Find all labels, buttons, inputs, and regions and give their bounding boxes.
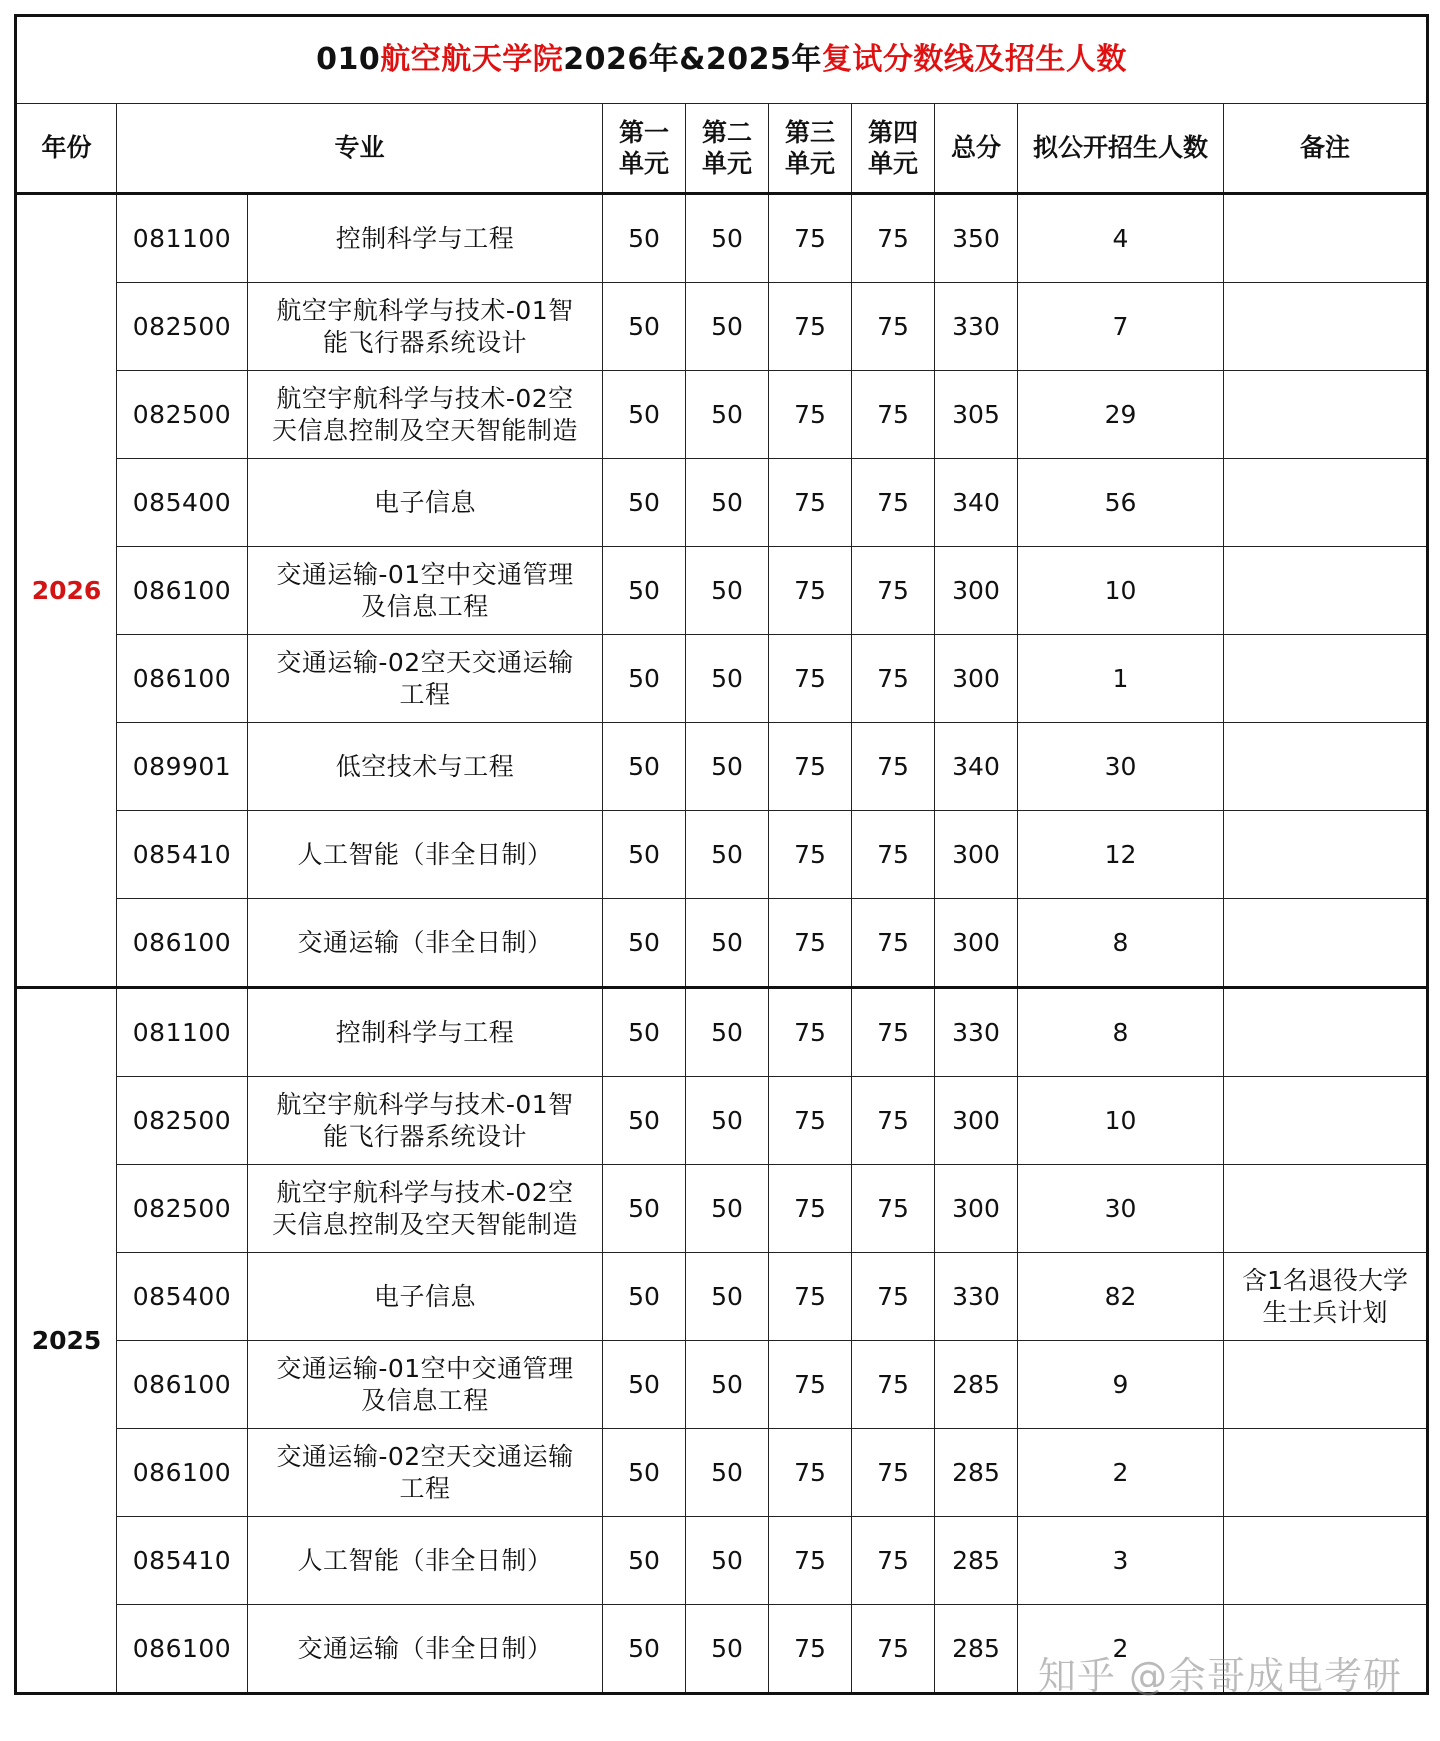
title-row [16, 16, 1428, 104]
remark-cell [1224, 1077, 1428, 1165]
cell-u1: 50 [603, 1429, 686, 1517]
cell-u4: 75 [852, 899, 935, 988]
cell-enroll: 56 [1018, 459, 1224, 547]
header-unit4: 第四 单元 [852, 104, 935, 194]
cell-total: 285 [935, 1429, 1018, 1517]
major-code: 082500 [117, 1077, 248, 1165]
cell-u1: 50 [603, 1165, 686, 1253]
cell-total: 300 [935, 1077, 1018, 1165]
cell-u1: 50 [603, 371, 686, 459]
major-code: 081100 [117, 194, 248, 283]
cell-u1: 50 [603, 635, 686, 723]
table-row [16, 635, 1428, 723]
score-table [14, 14, 1429, 1695]
major-code: 086100 [117, 635, 248, 723]
cell-enroll: 4 [1018, 194, 1224, 283]
major-code: 085410 [117, 1517, 248, 1605]
cell-u2: 50 [686, 899, 769, 988]
remark-cell [1224, 811, 1428, 899]
cell-u4: 75 [852, 459, 935, 547]
cell-u3: 75 [769, 1253, 852, 1341]
major-code: 086100 [117, 547, 248, 635]
cell-u2: 50 [686, 1429, 769, 1517]
cell-u2: 50 [686, 1253, 769, 1341]
cell-enroll: 82 [1018, 1253, 1224, 1341]
header-total: 总分 [935, 104, 1018, 194]
cell-u3: 75 [769, 1077, 852, 1165]
remark-cell [1224, 1517, 1428, 1605]
cell-enroll: 8 [1018, 988, 1224, 1077]
cell-total: 300 [935, 899, 1018, 988]
cell-enroll: 8 [1018, 899, 1224, 988]
cell-total: 305 [935, 371, 1018, 459]
cell-u3: 75 [769, 371, 852, 459]
cell-enroll: 9 [1018, 1341, 1224, 1429]
major-code: 086100 [117, 1341, 248, 1429]
header-unit1: 第一 单元 [603, 104, 686, 194]
cell-u2: 50 [686, 459, 769, 547]
cell-enroll: 3 [1018, 1517, 1224, 1605]
table-row [16, 1077, 1428, 1165]
remark-cell [1224, 371, 1428, 459]
remark-cell [1224, 899, 1428, 988]
major-name: 交通运输-02空天交通运输 工程 [248, 635, 603, 723]
major-name: 航空宇航科学与技术-01智 能飞行器系统设计 [248, 1077, 603, 1165]
cell-enroll: 2 [1018, 1605, 1224, 1694]
cell-u4: 75 [852, 811, 935, 899]
cell-u2: 50 [686, 1517, 769, 1605]
title-college-name: 航空航天学院 [380, 41, 564, 77]
cell-u3: 75 [769, 723, 852, 811]
header-year: 年份 [16, 104, 117, 194]
cell-u4: 75 [852, 371, 935, 459]
cell-u3: 75 [769, 1605, 852, 1694]
cell-u3: 75 [769, 1341, 852, 1429]
cell-u2: 50 [686, 283, 769, 371]
cell-enroll: 10 [1018, 1077, 1224, 1165]
table-row [16, 547, 1428, 635]
cell-u4: 75 [852, 635, 935, 723]
table-row [16, 459, 1428, 547]
major-name: 控制科学与工程 [248, 194, 603, 283]
table-row [16, 1165, 1428, 1253]
cell-u1: 50 [603, 1517, 686, 1605]
title-years: 2026年&2025年 [563, 41, 822, 77]
cell-u1: 50 [603, 1341, 686, 1429]
major-name: 交通运输（非全日制） [248, 1605, 603, 1694]
major-name: 交通运输-01空中交通管理 及信息工程 [248, 547, 603, 635]
cell-u3: 75 [769, 1165, 852, 1253]
cell-u1: 50 [603, 547, 686, 635]
cell-enroll: 29 [1018, 371, 1224, 459]
cell-u1: 50 [603, 459, 686, 547]
cell-u4: 75 [852, 1341, 935, 1429]
watermark: 知乎 @余哥成电考研 [1037, 1654, 1402, 1698]
major-name: 交通运输（非全日制） [248, 899, 603, 988]
remark-cell [1224, 283, 1428, 371]
cell-u4: 75 [852, 1253, 935, 1341]
major-name: 控制科学与工程 [248, 988, 603, 1077]
cell-u2: 50 [686, 635, 769, 723]
cell-u4: 75 [852, 988, 935, 1077]
year-cell: 2025 [16, 988, 117, 1694]
remark-cell [1224, 1165, 1428, 1253]
cell-u4: 75 [852, 1517, 935, 1605]
cell-u1: 50 [603, 1253, 686, 1341]
cell-u2: 50 [686, 1165, 769, 1253]
remark-cell [1224, 635, 1428, 723]
cell-total: 300 [935, 811, 1018, 899]
major-code: 081100 [117, 988, 248, 1077]
table-row [16, 988, 1428, 1077]
major-code: 082500 [117, 371, 248, 459]
cell-u1: 50 [603, 194, 686, 283]
header-enroll: 拟公开招生人数 [1018, 104, 1224, 194]
cell-u2: 50 [686, 1077, 769, 1165]
cell-total: 285 [935, 1605, 1018, 1694]
cell-u4: 75 [852, 194, 935, 283]
cell-u3: 75 [769, 283, 852, 371]
table-row [16, 1429, 1428, 1517]
major-name: 人工智能（非全日制） [248, 1517, 603, 1605]
remark-cell [1224, 194, 1428, 283]
title-college-code: 010 [316, 41, 381, 77]
major-code: 086100 [117, 1429, 248, 1517]
major-name: 航空宇航科学与技术-02空 天信息控制及空天智能制造 [248, 371, 603, 459]
cell-u3: 75 [769, 459, 852, 547]
cell-u4: 75 [852, 1429, 935, 1517]
table-row [16, 1253, 1428, 1341]
major-code: 086100 [117, 899, 248, 988]
table-row [16, 283, 1428, 371]
major-name: 交通运输-02空天交通运输 工程 [248, 1429, 603, 1517]
cell-u4: 75 [852, 1605, 935, 1694]
header-row [16, 104, 1428, 194]
table-row [16, 1605, 1428, 1694]
remark-cell [1224, 1341, 1428, 1429]
cell-u4: 75 [852, 547, 935, 635]
cell-u3: 75 [769, 194, 852, 283]
cell-u4: 75 [852, 1077, 935, 1165]
cell-total: 330 [935, 1253, 1018, 1341]
cell-u1: 50 [603, 899, 686, 988]
cell-total: 350 [935, 194, 1018, 283]
cell-u2: 50 [686, 723, 769, 811]
major-name: 电子信息 [248, 1253, 603, 1341]
major-code: 086100 [117, 1605, 248, 1694]
major-code: 085410 [117, 811, 248, 899]
cell-u2: 50 [686, 1341, 769, 1429]
major-name: 航空宇航科学与技术-02空 天信息控制及空天智能制造 [248, 1165, 603, 1253]
cell-u1: 50 [603, 811, 686, 899]
score-table-sheet [14, 14, 1426, 1726]
cell-u3: 75 [769, 899, 852, 988]
cell-u3: 75 [769, 811, 852, 899]
cell-total: 330 [935, 988, 1018, 1077]
table-row [16, 723, 1428, 811]
cell-enroll: 10 [1018, 547, 1224, 635]
remark-cell [1224, 459, 1428, 547]
major-name: 电子信息 [248, 459, 603, 547]
table-row [16, 1341, 1428, 1429]
cell-u2: 50 [686, 988, 769, 1077]
cell-u1: 50 [603, 1605, 686, 1694]
cell-total: 300 [935, 547, 1018, 635]
cell-total: 330 [935, 283, 1018, 371]
cell-enroll: 2 [1018, 1429, 1224, 1517]
cell-u3: 75 [769, 635, 852, 723]
major-code: 089901 [117, 723, 248, 811]
cell-u2: 50 [686, 811, 769, 899]
remark-cell [1224, 1429, 1428, 1517]
header-unit2: 第二 单元 [686, 104, 769, 194]
major-code: 082500 [117, 283, 248, 371]
cell-total: 300 [935, 635, 1018, 723]
remark-cell [1224, 723, 1428, 811]
cell-u4: 75 [852, 283, 935, 371]
cell-u1: 50 [603, 1077, 686, 1165]
remark-cell: 含1名退役大学 生士兵计划 [1224, 1253, 1428, 1341]
cell-u3: 75 [769, 988, 852, 1077]
major-name: 交通运输-01空中交通管理 及信息工程 [248, 1341, 603, 1429]
cell-u1: 50 [603, 283, 686, 371]
major-name: 人工智能（非全日制） [248, 811, 603, 899]
table-row [16, 1517, 1428, 1605]
table-row [16, 194, 1428, 283]
cell-u4: 75 [852, 723, 935, 811]
cell-u2: 50 [686, 371, 769, 459]
remark-cell [1224, 547, 1428, 635]
major-code: 085400 [117, 1253, 248, 1341]
cell-total: 285 [935, 1517, 1018, 1605]
cell-total: 340 [935, 723, 1018, 811]
cell-enroll: 1 [1018, 635, 1224, 723]
header-remark: 备注 [1224, 104, 1428, 194]
header-unit3: 第三 单元 [769, 104, 852, 194]
cell-total: 300 [935, 1165, 1018, 1253]
year-cell: 2026 [16, 194, 117, 988]
cell-enroll: 30 [1018, 723, 1224, 811]
cell-u1: 50 [603, 988, 686, 1077]
cell-u4: 75 [852, 1165, 935, 1253]
cell-enroll: 7 [1018, 283, 1224, 371]
cell-u2: 50 [686, 1605, 769, 1694]
cell-total: 285 [935, 1341, 1018, 1429]
table-row [16, 371, 1428, 459]
table-row [16, 899, 1428, 988]
major-code: 085400 [117, 459, 248, 547]
table-row [16, 811, 1428, 899]
cell-u3: 75 [769, 1517, 852, 1605]
table-title [16, 16, 1428, 104]
remark-cell [1224, 1605, 1428, 1694]
cell-u1: 50 [603, 723, 686, 811]
remark-cell [1224, 988, 1428, 1077]
cell-u3: 75 [769, 1429, 852, 1517]
cell-u3: 75 [769, 547, 852, 635]
major-code: 082500 [117, 1165, 248, 1253]
cell-enroll: 30 [1018, 1165, 1224, 1253]
header-major: 专业 [117, 104, 603, 194]
cell-u2: 50 [686, 547, 769, 635]
major-name: 航空宇航科学与技术-01智 能飞行器系统设计 [248, 283, 603, 371]
major-name: 低空技术与工程 [248, 723, 603, 811]
cell-total: 340 [935, 459, 1018, 547]
title-subject: 复试分数线及招生人数 [821, 41, 1127, 77]
cell-enroll: 12 [1018, 811, 1224, 899]
cell-u2: 50 [686, 194, 769, 283]
